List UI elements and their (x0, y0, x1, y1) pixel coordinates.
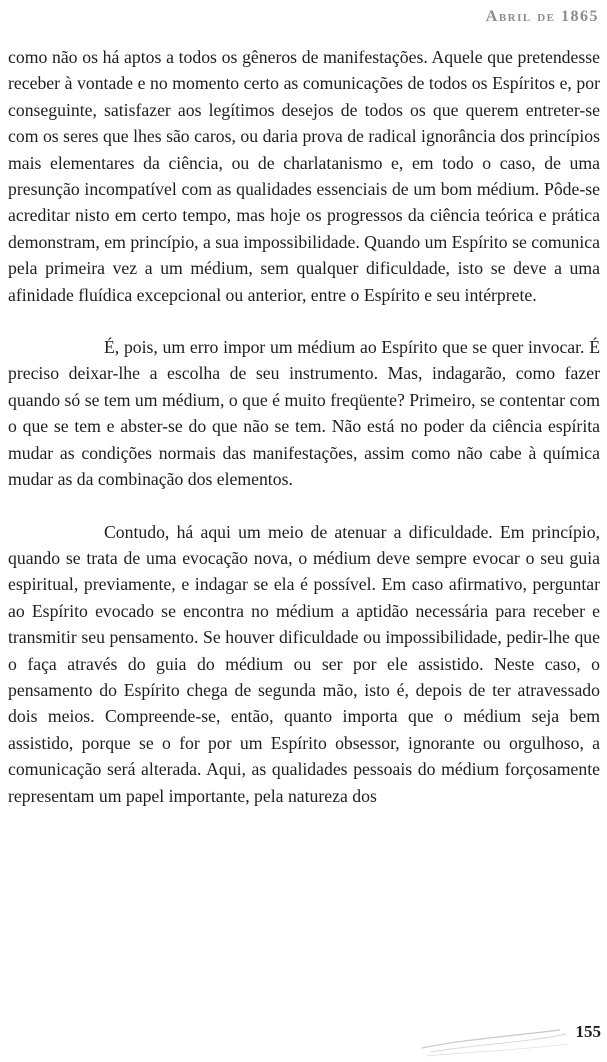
decorative-swash (420, 1022, 570, 1062)
paragraph-1: como não os há aptos a todos os gêneros de manifestações. Aquele que pretendesse receber à vontade e no momento certo as comunicações de todos os Espíritos e, por conseguinte, satisfazer aos legítimos desejos de todos os que querem entreter-se com os seres que lhes são caros, ou daria prova de radical ignorância dos princípios mais elementares da ciência, ou de charlatanismo e, em todo o caso, de uma presunção incompatível com as qualidades essenciais de um bom médium. Pôde-se acreditar nisto em certo tempo, mas hoje os progressos da ciência teórica e prática demonstram, em princípio, a sua impossibilidade. Quando um Espírito se comunica pela primeira vez a um médium, sem qualquer dificuldade, isto se deve a uma afinidade fluídica excepcional ou anterior, entre o Espírito e seu intérprete. (8, 47, 600, 305)
paragraph-2: É, pois, um erro impor um médium ao Espírito que se quer invocar. É preciso deixar-lhe a escolha de seu instrumento. Mas, indagarão, como fazer quando só se tem um médium, o que é muito freqüente? Primeiro, se contentar com o que se tem e abster-se do que não se tem. Não está no poder da ciência espírita mudar as condições normais das manifestações, assim como não cabe à química mudar as da combinação dos elementos. (8, 337, 600, 490)
page-number: 155 (575, 1022, 601, 1041)
page-body (8, 44, 600, 809)
paragraph-3: Contudo, há aqui um meio de atenuar a dificuldade. Em princípio, quando se trata de uma evocação nova, o médium deve sempre evocar o seu guia espiritual, previamente, e indagar se ela é possível. Em caso afirmativo, perguntar ao Espírito evocado se encontra no médium a aptidão necessária para receber e transmitir seu pensamento. Se houver dificuldade ou impossibilidade, pedir-lhe que o faça através do guia do médium ou ser por ele assistido. Neste caso, o pensamento do Espírito chega de segunda mão, isto é, depois de ter atravessado dois meios. Compreende-se, então, quanto importa que o médium seja bem assistido, porque se o for por um Espírito obsessor, ignorante ou orgulhoso, a comunicação será alterada. Aqui, as qualidades pessoais do médium forçosamente representam um papel importante, pela natureza dos (8, 521, 600, 806)
running-header: Abril de 1865 (485, 8, 599, 25)
